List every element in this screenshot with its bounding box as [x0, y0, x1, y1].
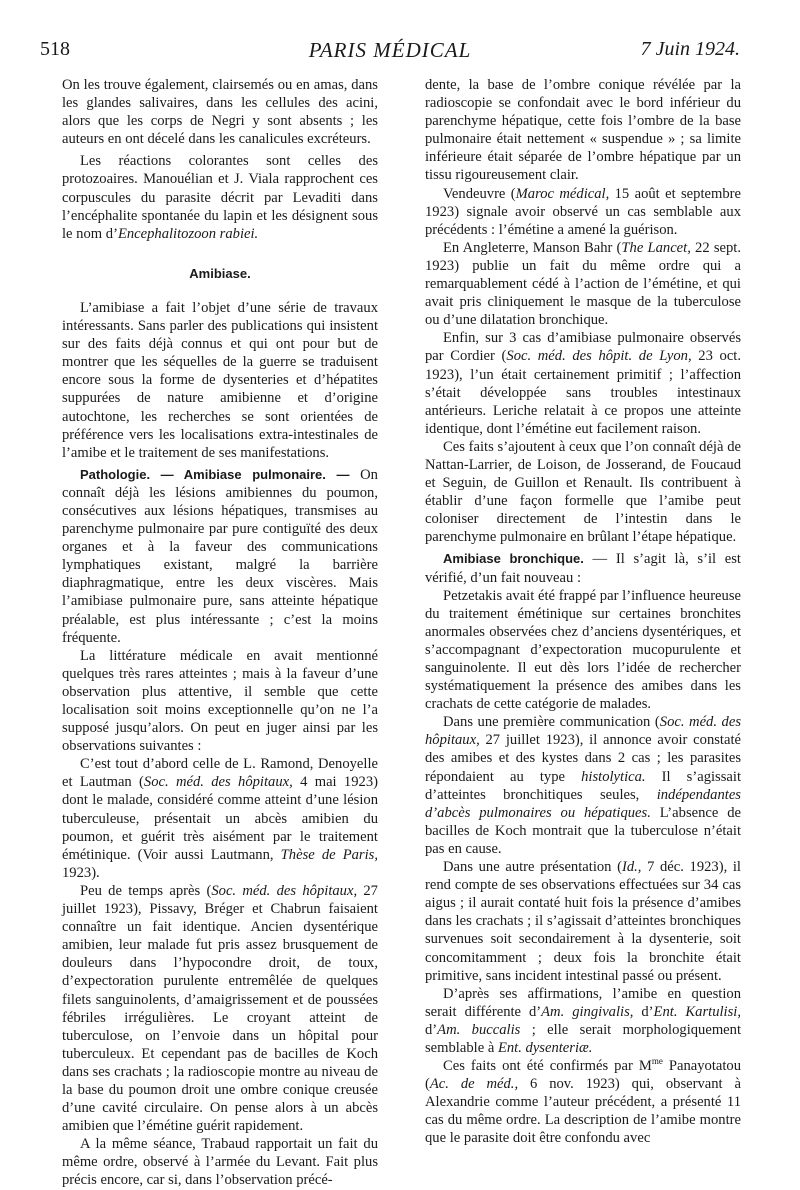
left-column: [62, 76, 378, 1190]
paragraph: Enfin, sur 3 cas d’amibiase pulmonaire observés par Cordier (Soc. méd. des hôpit. de Lyon, 23 oct. 1923), l’un était certainement primitif ; l’affection s’était développée sans troubles intestinaux antérieurs. Leriche relatait à ce propos une atteinte identique, dont l’émétine eut facilement raison.: [425, 330, 742, 437]
issue-date: 7 Juin 1924.: [640, 38, 740, 60]
paragraph: On les trouve également, clairsemés ou en amas, dans les glandes salivaires, dans les cellules des acini, alors que les corps de Negri y sont absents ; les auteurs en ont décelé dans les canalicules excréteurs.: [62, 77, 378, 148]
running-header: [40, 38, 740, 68]
paragraph: Dans une première communication (Soc. méd. des hôpitaux, 27 juillet 1923), il annonce avoir constaté des amibes et des kystes dans 2 cas ; les parasites répondaient au type histolytica. Il s’agissait d’atteintes bronchitiques seules, indépendantes d’abcès pulmonaires ou hépatiques. L’absence de bacilles de Koch montrait que la tuberculose n’était pas en cause.: [425, 714, 741, 857]
paragraph: Peu de temps après (Soc. méd. des hôpitaux, 27 juillet 1923), Pissavy, Bréger et Chabrun faisaient connaître un fait identique. Ancien dysentérique amibien, leur malade fut pris assez brusquement de douleurs dans l’hypocondre droit, de toux, d’expectoration purulente entremêlée de quelques filets sanguinolents, d’amaigrissement et de poussées fébriles irrégulières. Le croyant atteint de tuberculose, on l’envoie dans un hôpital pour tuberculeux. Et cependant pas de bacilles de Koch dans ses crachats ; la radioscopie montre au niveau de la base du poumon droit une ombre conique creusée d’une cavité circulaire. On pense alors à un abcès amibien que l’émétine guérit rapidement.: [62, 882, 378, 1135]
paragraph: dente, la base de l’ombre conique révélée par la radioscopie se confondait avec le bord inférieur du parenchyme hépatique, cette fois l’ombre de la base pulmonaire était nettement « suspendue » ; sa limite inférieure était séparée de l’ombre hépatique par un tissu rigoureusement clair.: [425, 77, 741, 184]
paragraph: Pathologie. — Amibiase pulmonaire. — On connaît déjà les lésions amibiennes du poumon, consécutives aux lésions hépatiques, transmises au parenchyme pulmonaire par pure contiguïté des deux organes et à la faveur des communications lymphatiques existant, malgré la barrière diaphragmatique, entre les deux viscères. Mais l’amibiase pulmonaire pure, sans atteinte hépatique préalable, est plus intéressante ; c’est la moins fréquente.: [62, 466, 378, 646]
paragraph: Ces faits s’ajoutent à ceux que l’on connaît déjà de Nattan-Larrier, de Loison, de Josserand, de Foucaud et Seguin, de Guillon et Renault. Ils contribuent à établir d’une façon formelle que l’amibe peut coloniser directement de l’intestin dans le parenchyme pulmonaire en brûlant l’étape hépatique.: [425, 438, 741, 546]
page-number: 518: [40, 38, 70, 60]
section-heading: Amibiase.: [189, 265, 251, 281]
subsection-heading: Amibiase bronchique.: [443, 551, 584, 567]
paragraph: Dans une autre présentation (Id., 7 déc. 1923), il rend compte de ses observations effectuées sur 34 cas aigus ; il aurait contaté huit fois la présence d’amibes dans les crachats ; il s’agissait d’atteintes bronchiques survenues soit secondairement à la dysenterie, soit concomitamment ; deux fois la bronchite était primitive, sans incident intestinal passé ou présent.: [425, 859, 741, 984]
paragraph: C’est tout d’abord celle de L. Ramond, Denoyelle et Lautman (Soc. méd. des hôpitaux, 4 mai 1923) dont le malade, considéré comme atteint d’une lésion tuberculeuse, présentait un abcès amibien du poumon, et guérit très aisément par le traitement émétinique. (Voir aussi Lautmann, Thèse de Paris, 1923).: [62, 756, 378, 881]
paragraph: En Angleterre, Manson Bahr (The Lancet, 22 sept. 1923) publie un fait du même ordre qui a remarquablement cédé à l’action de l’émétine, et qui avait pris cliniquement le masque de la tuberculose ou d’une dilatation bronchique.: [425, 239, 741, 329]
paragraph: A la même séance, Trabaud rapportait un fait du même ordre, observé à l’armée du Levant. Fait plus précis encore, car si, dans l’observation précé-: [62, 1136, 378, 1189]
paragraph: Vendeuvre (Maroc médical, 15 août et septembre 1923) signale avoir observé un cas semblable aux précédents : l’émétine a amené la guérison.: [425, 185, 741, 238]
paragraph: Petzetakis avait été frappé par l’influence heureuse du traitement émétinique sur certaines bronchites anormales observées chez d’anciens dysentériques, et s’accompagnant d’expectoration mucopurulente et sanguinolente. Il eut dès lors l’idée de rechercher systématiquement la présence des amibes dans les crachats de cette catégorie de malades.: [425, 587, 741, 713]
paragraph: La littérature médicale en avait mentionné quelques très rares atteintes ; mais à la faveur d’une observation plus attentive, il semble que cette localisation soit moins exceptionnelle qu’on ne l’a supposé jusqu’alors. On peut en juger ainsi par les observations suivantes :: [62, 647, 378, 755]
paragraph: D’après ses affirmations, l’amibe en question serait différente d’Am. gingivalis, d’Ent. Kartulisi, d’Am. buccalis ; elle serait morphologiquement semblable à Ent. dysenteriæ.: [425, 985, 741, 1056]
paragraph: Les réactions colorantes sont celles des protozoaires. Manouélian et J. Viala rapprochent ces corpuscules du parasite décrit par Levaditi dans l’encéphalite spontanée du lapin et les désignent sous le nom d’Encephalitozoon rabiei.: [62, 153, 378, 242]
subsection-heading: Pathologie. — Amibiase pulmonaire. —: [80, 466, 350, 482]
right-column: [425, 76, 741, 1148]
journal-title: PARIS MÉDICAL: [308, 38, 472, 62]
paragraph: L’amibiase a fait l’objet d’une série de travaux intéressants. Sans parler des publications qui insistent sur des faits déjà connus et qui ont pour but de montrer que les séquelles de la guerre se traduisent encore sous la forme de dysenteries et d’hépatites suppurées de nature amibienne et d’origine autochtone, les recherches se sont orientées de préférence vers les localisations extra-intestinales de l’amibe et le traitement de ses manifestations.: [62, 299, 378, 461]
paragraph: Ces faits ont été confirmés par $M^{me}$ Panayotatou (Ac. de méd., 6 nov. 1923) qui, observant à Alexandrie comme l’auteur précédent, a présenté 11 cas du même ordre. La description de l’amibe montre que le parasite doit être confondu avec: [425, 1056, 742, 1147]
paragraph: Amibiase bronchique. — Il s’agit là, s’il est vérifié, d’un fait nouveau :: [425, 551, 741, 586]
